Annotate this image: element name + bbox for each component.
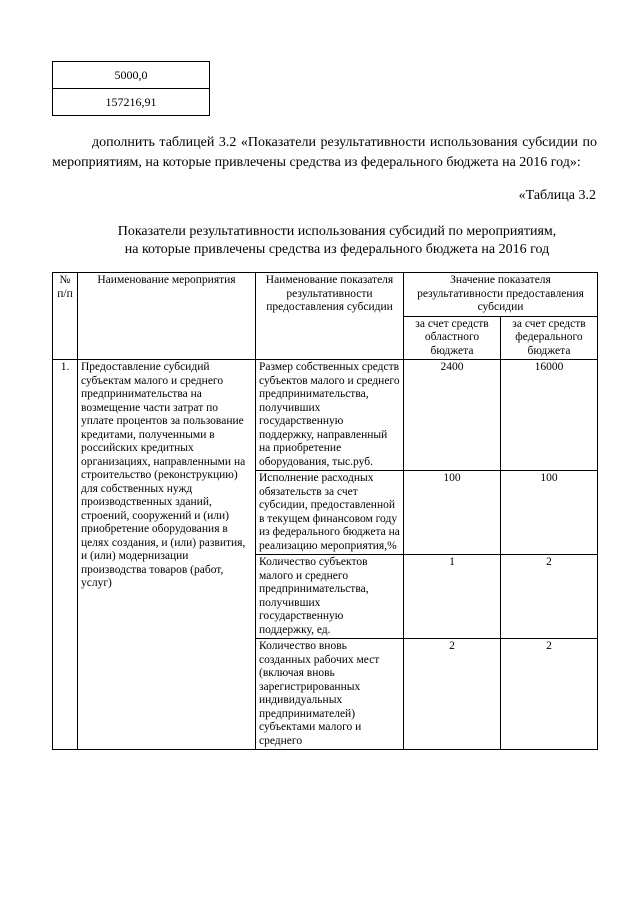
indicator-name: Размер собственных средств субъектов малого и среднего предпринимательства, получивших государственную поддержку, направленный на приобретение оборудования, тыс.руб. <box>256 360 404 471</box>
top-value-cell: 5000,0 <box>53 62 210 89</box>
indicators-table <box>52 272 598 750</box>
heading-line: Показатели результативности использования субсидий по мероприятиям, <box>117 224 557 239</box>
federal-value: 2 <box>501 639 598 750</box>
federal-value: 2 <box>501 555 598 639</box>
header-federal: за счет средств федерального бюджета <box>501 316 598 360</box>
table-row <box>53 360 598 471</box>
header-num: № п/п <box>53 273 78 360</box>
regional-value: 2400 <box>404 360 501 471</box>
heading-line: на которые привлечены средства из федерального бюджета на 2016 год <box>124 242 550 257</box>
regional-value: 2 <box>404 639 501 750</box>
paragraph-text: дополнить таблицей 3.2 «Показатели результативности использования субсидии по мероприятиям, на которые привлечены средства из федерального бюджета на 2016 год»: <box>52 135 597 170</box>
indicator-name: Количество субъектов малого и среднего предпринимательства, получивших государственную поддержку, ед. <box>256 555 404 639</box>
top-value-cell: 157216,91 <box>53 89 210 116</box>
regional-value: 1 <box>404 555 501 639</box>
indicator-name: Количество вновь созданных рабочих мест (включая вновь зарегистрированных индивидуальных предпринимателей) субъектами малого и среднего <box>256 639 404 750</box>
header-indicator: Наименование показателя результативности предоставления субсидии <box>256 273 404 360</box>
table-row <box>53 89 210 116</box>
event-name: Предоставление субсидий субъектам малого и среднего предпринимательства на возмещение части затрат по уплате процентов за пользование кредитами, полученными в российских кредитных организациях, направленными на строительство (реконструкцию) для собственных нужд производственных зданий, строений, сооружений и (или) приобретение оборудования в целях создания, и (или) развития, и (или) модернизации производства товаров (работ, услуг) <box>78 360 256 750</box>
top-values-table <box>52 61 210 116</box>
header-value-group: Значение показателя результативности предоставления субсидии <box>404 273 598 317</box>
table-heading <box>52 223 622 259</box>
table-row <box>53 62 210 89</box>
row-number: 1. <box>53 360 78 750</box>
regional-value: 100 <box>404 471 501 555</box>
federal-value: 16000 <box>501 360 598 471</box>
header-row <box>53 273 598 317</box>
indicator-name: Исполнение расходных обязательств за счет субсидии, предоставленной в текущем финансовом году из федерального бюджета на реализацию мероприятия,% <box>256 471 404 555</box>
table-reference: «Таблица 3.2 <box>518 188 596 203</box>
amendment-paragraph <box>52 133 597 172</box>
header-regional: за счет средств областного бюджета <box>404 316 501 360</box>
federal-value: 100 <box>501 471 598 555</box>
header-event: Наименование мероприятия <box>78 273 256 360</box>
